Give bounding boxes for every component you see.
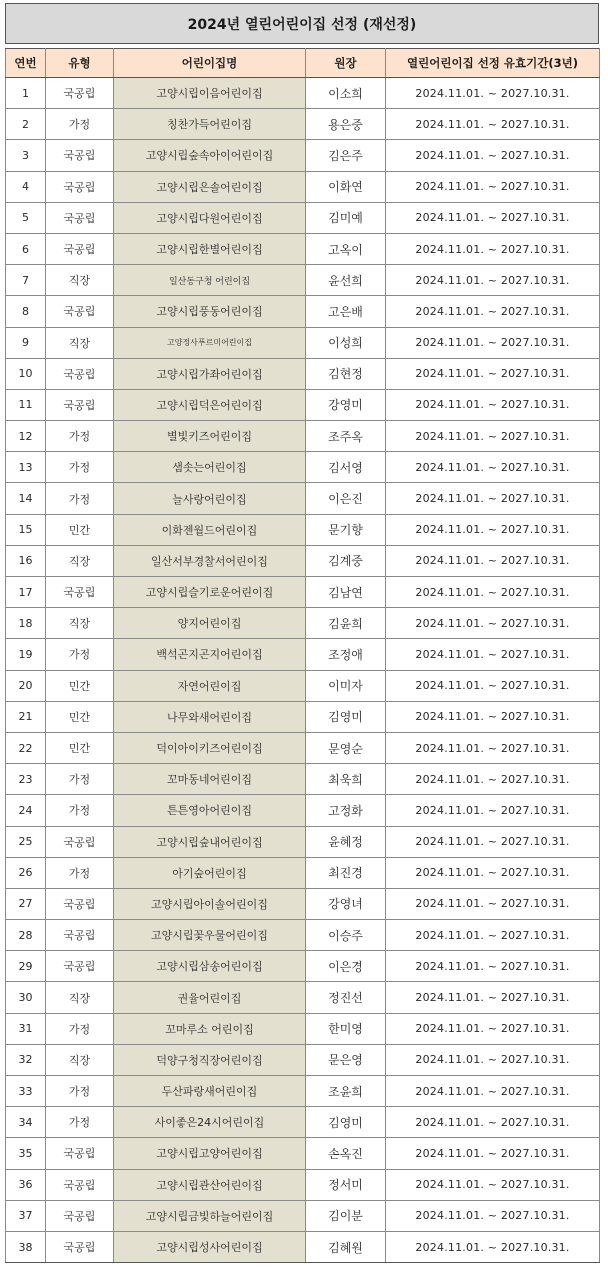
cell-daycare-name: 두산파랑새어린이집 bbox=[114, 1076, 306, 1107]
column-header-director: 원장 bbox=[306, 49, 386, 78]
cell-period: 2024.11.01. ~ 2027.10.31. bbox=[386, 140, 600, 171]
cell-type: 직장 bbox=[46, 1044, 114, 1075]
cell-type: 직장 bbox=[46, 608, 114, 639]
cell-no: 2 bbox=[6, 109, 46, 140]
cell-director: 이성희 bbox=[306, 327, 386, 358]
cell-no: 28 bbox=[6, 920, 46, 951]
cell-director: 한미영 bbox=[306, 1013, 386, 1044]
table-row bbox=[6, 764, 600, 795]
cell-director: 문은영 bbox=[306, 1044, 386, 1075]
cell-director: 용은중 bbox=[306, 109, 386, 140]
cell-period: 2024.11.01. ~ 2027.10.31. bbox=[386, 1076, 600, 1107]
cell-daycare-name: 별빛키즈어린이집 bbox=[114, 421, 306, 452]
table-row bbox=[6, 389, 600, 420]
cell-daycare-name: 샘솟는어린이집 bbox=[114, 452, 306, 483]
cell-period: 2024.11.01. ~ 2027.10.31. bbox=[386, 857, 600, 888]
table-row bbox=[6, 701, 600, 732]
cell-director: 윤선희 bbox=[306, 265, 386, 296]
cell-no: 34 bbox=[6, 1107, 46, 1138]
cell-no: 4 bbox=[6, 171, 46, 202]
table-row bbox=[6, 608, 600, 639]
cell-daycare-name: 꼬마동네어린이집 bbox=[114, 764, 306, 795]
table-row bbox=[6, 327, 600, 358]
cell-daycare-name: 고양시립가좌어린이집 bbox=[114, 358, 306, 389]
table-row bbox=[6, 358, 600, 389]
table-row bbox=[6, 109, 600, 140]
cell-no: 11 bbox=[6, 389, 46, 420]
table-row bbox=[6, 857, 600, 888]
cell-period: 2024.11.01. ~ 2027.10.31. bbox=[386, 452, 600, 483]
cell-daycare-name: 고양시립풍동어린이집 bbox=[114, 296, 306, 327]
cell-director: 김혜원 bbox=[306, 1231, 386, 1262]
cell-period: 2024.11.01. ~ 2027.10.31. bbox=[386, 78, 600, 109]
cell-period: 2024.11.01. ~ 2027.10.31. bbox=[386, 795, 600, 826]
table-row bbox=[6, 202, 600, 233]
cell-type: 국공립 bbox=[46, 358, 114, 389]
cell-period: 2024.11.01. ~ 2027.10.31. bbox=[386, 577, 600, 608]
table-row bbox=[6, 795, 600, 826]
cell-director: 조윤희 bbox=[306, 1076, 386, 1107]
cell-director: 이소희 bbox=[306, 78, 386, 109]
cell-type: 가정 bbox=[46, 452, 114, 483]
cell-period: 2024.11.01. ~ 2027.10.31. bbox=[386, 1138, 600, 1169]
table-header-row bbox=[6, 49, 600, 78]
cell-type: 국공립 bbox=[46, 140, 114, 171]
cell-director: 김영미 bbox=[306, 1107, 386, 1138]
cell-period: 2024.11.01. ~ 2027.10.31. bbox=[386, 826, 600, 857]
cell-daycare-name: 고양시립금빛하늘어린이집 bbox=[114, 1200, 306, 1231]
cell-director: 김윤희 bbox=[306, 608, 386, 639]
cell-period: 2024.11.01. ~ 2027.10.31. bbox=[386, 358, 600, 389]
table-row bbox=[6, 1138, 600, 1169]
cell-period: 2024.11.01. ~ 2027.10.31. bbox=[386, 982, 600, 1013]
cell-director: 고옥이 bbox=[306, 233, 386, 264]
cell-period: 2024.11.01. ~ 2027.10.31. bbox=[386, 296, 600, 327]
cell-no: 23 bbox=[6, 764, 46, 795]
cell-director: 김현정 bbox=[306, 358, 386, 389]
cell-no: 3 bbox=[6, 140, 46, 171]
cell-type: 국공립 bbox=[46, 202, 114, 233]
cell-no: 18 bbox=[6, 608, 46, 639]
cell-type: 국공립 bbox=[46, 920, 114, 951]
cell-period: 2024.11.01. ~ 2027.10.31. bbox=[386, 608, 600, 639]
cell-type: 가정 bbox=[46, 421, 114, 452]
cell-type: 국공립 bbox=[46, 78, 114, 109]
cell-no: 21 bbox=[6, 701, 46, 732]
cell-type: 가정 bbox=[46, 1013, 114, 1044]
cell-type: 국공립 bbox=[46, 826, 114, 857]
cell-daycare-name: 백석곤지곤지어린이집 bbox=[114, 639, 306, 670]
cell-director: 김이분 bbox=[306, 1200, 386, 1231]
cell-period: 2024.11.01. ~ 2027.10.31. bbox=[386, 639, 600, 670]
cell-daycare-name: 고양시립성사어린이집 bbox=[114, 1231, 306, 1262]
cell-type: 국공립 bbox=[46, 577, 114, 608]
daycare-table bbox=[5, 48, 600, 1263]
cell-director: 문기향 bbox=[306, 514, 386, 545]
column-header-name: 어린이집명 bbox=[114, 49, 306, 78]
cell-daycare-name: 고양시립꽃우물어린이집 bbox=[114, 920, 306, 951]
column-header-type: 유형 bbox=[46, 49, 114, 78]
cell-daycare-name: 고양시립숲내어린이집 bbox=[114, 826, 306, 857]
cell-type: 가정 bbox=[46, 639, 114, 670]
cell-no: 6 bbox=[6, 233, 46, 264]
cell-type: 국공립 bbox=[46, 888, 114, 919]
cell-type: 가정 bbox=[46, 483, 114, 514]
table-row bbox=[6, 233, 600, 264]
cell-period: 2024.11.01. ~ 2027.10.31. bbox=[386, 514, 600, 545]
cell-no: 9 bbox=[6, 327, 46, 358]
cell-daycare-name: 고양시립이음어린이집 bbox=[114, 78, 306, 109]
cell-no: 15 bbox=[6, 514, 46, 545]
document-sheet bbox=[5, 3, 599, 1263]
cell-period: 2024.11.01. ~ 2027.10.31. bbox=[386, 1044, 600, 1075]
table-row bbox=[6, 1013, 600, 1044]
cell-daycare-name: 고양시립다원어린이집 bbox=[114, 202, 306, 233]
cell-no: 24 bbox=[6, 795, 46, 826]
cell-no: 1 bbox=[6, 78, 46, 109]
cell-no: 20 bbox=[6, 670, 46, 701]
cell-daycare-name: 고양시립숲속아이어린이집 bbox=[114, 140, 306, 171]
cell-type: 국공립 bbox=[46, 1231, 114, 1262]
cell-daycare-name: 자연어린이집 bbox=[114, 670, 306, 701]
cell-type: 국공립 bbox=[46, 951, 114, 982]
cell-type: 민간 bbox=[46, 670, 114, 701]
cell-type: 가정 bbox=[46, 795, 114, 826]
table-row bbox=[6, 670, 600, 701]
cell-type: 가정 bbox=[46, 764, 114, 795]
table-row bbox=[6, 1169, 600, 1200]
cell-no: 38 bbox=[6, 1231, 46, 1262]
cell-daycare-name: 아기숲어린이집 bbox=[114, 857, 306, 888]
cell-daycare-name: 고양시립은솔어린이집 bbox=[114, 171, 306, 202]
cell-period: 2024.11.01. ~ 2027.10.31. bbox=[386, 1169, 600, 1200]
cell-no: 5 bbox=[6, 202, 46, 233]
cell-daycare-name: 고양시립관산어린이집 bbox=[114, 1169, 306, 1200]
cell-period: 2024.11.01. ~ 2027.10.31. bbox=[386, 920, 600, 951]
cell-no: 32 bbox=[6, 1044, 46, 1075]
cell-period: 2024.11.01. ~ 2027.10.31. bbox=[386, 701, 600, 732]
cell-type: 가정 bbox=[46, 1107, 114, 1138]
table-row bbox=[6, 140, 600, 171]
table-row bbox=[6, 1044, 600, 1075]
cell-type: 국공립 bbox=[46, 1138, 114, 1169]
cell-no: 27 bbox=[6, 888, 46, 919]
cell-daycare-name: 양지어린이집 bbox=[114, 608, 306, 639]
cell-period: 2024.11.01. ~ 2027.10.31. bbox=[386, 327, 600, 358]
cell-period: 2024.11.01. ~ 2027.10.31. bbox=[386, 233, 600, 264]
cell-period: 2024.11.01. ~ 2027.10.31. bbox=[386, 202, 600, 233]
table-row bbox=[6, 78, 600, 109]
cell-type: 직장 bbox=[46, 265, 114, 296]
cell-period: 2024.11.01. ~ 2027.10.31. bbox=[386, 1200, 600, 1231]
cell-type: 가정 bbox=[46, 1076, 114, 1107]
cell-period: 2024.11.01. ~ 2027.10.31. bbox=[386, 265, 600, 296]
cell-no: 25 bbox=[6, 826, 46, 857]
cell-period: 2024.11.01. ~ 2027.10.31. bbox=[386, 421, 600, 452]
table-row bbox=[6, 826, 600, 857]
cell-type: 국공립 bbox=[46, 1169, 114, 1200]
cell-director: 김남연 bbox=[306, 577, 386, 608]
cell-daycare-name: 사이좋은24시어린이집 bbox=[114, 1107, 306, 1138]
table-row bbox=[6, 1200, 600, 1231]
cell-director: 이승주 bbox=[306, 920, 386, 951]
cell-director: 이은경 bbox=[306, 951, 386, 982]
cell-director: 김계중 bbox=[306, 545, 386, 576]
cell-director: 손옥진 bbox=[306, 1138, 386, 1169]
cell-no: 35 bbox=[6, 1138, 46, 1169]
cell-no: 36 bbox=[6, 1169, 46, 1200]
cell-director: 강영녀 bbox=[306, 888, 386, 919]
cell-type: 민간 bbox=[46, 701, 114, 732]
cell-type: 가정 bbox=[46, 857, 114, 888]
table-row bbox=[6, 732, 600, 763]
cell-period: 2024.11.01. ~ 2027.10.31. bbox=[386, 109, 600, 140]
cell-director: 정진선 bbox=[306, 982, 386, 1013]
cell-director: 고정화 bbox=[306, 795, 386, 826]
cell-period: 2024.11.01. ~ 2027.10.31. bbox=[386, 171, 600, 202]
cell-no: 31 bbox=[6, 1013, 46, 1044]
cell-type: 국공립 bbox=[46, 389, 114, 420]
cell-daycare-name: 고양시립덕은어린이집 bbox=[114, 389, 306, 420]
cell-director: 고은배 bbox=[306, 296, 386, 327]
cell-director: 윤혜정 bbox=[306, 826, 386, 857]
cell-director: 이미자 bbox=[306, 670, 386, 701]
table-row bbox=[6, 1076, 600, 1107]
cell-director: 김미예 bbox=[306, 202, 386, 233]
cell-type: 민간 bbox=[46, 732, 114, 763]
cell-period: 2024.11.01. ~ 2027.10.31. bbox=[386, 389, 600, 420]
cell-daycare-name: 고양정사푸르미어린이집 bbox=[114, 327, 306, 358]
cell-no: 33 bbox=[6, 1076, 46, 1107]
cell-director: 김영미 bbox=[306, 701, 386, 732]
cell-period: 2024.11.01. ~ 2027.10.31. bbox=[386, 888, 600, 919]
cell-period: 2024.11.01. ~ 2027.10.31. bbox=[386, 1231, 600, 1262]
table-row bbox=[6, 265, 600, 296]
column-header-no: 연번 bbox=[6, 49, 46, 78]
table-row bbox=[6, 452, 600, 483]
cell-period: 2024.11.01. ~ 2027.10.31. bbox=[386, 732, 600, 763]
cell-no: 22 bbox=[6, 732, 46, 763]
cell-daycare-name: 이화젠월드어린이집 bbox=[114, 514, 306, 545]
cell-director: 최욱희 bbox=[306, 764, 386, 795]
cell-daycare-name: 나무와새어린이집 bbox=[114, 701, 306, 732]
cell-type: 국공립 bbox=[46, 233, 114, 264]
cell-daycare-name: 덕이아이키즈어린이집 bbox=[114, 732, 306, 763]
table-row bbox=[6, 421, 600, 452]
cell-type: 직장 bbox=[46, 545, 114, 576]
cell-director: 최진경 bbox=[306, 857, 386, 888]
cell-daycare-name: 고양시립아이솔어린이집 bbox=[114, 888, 306, 919]
table-row bbox=[6, 296, 600, 327]
table-row bbox=[6, 1231, 600, 1262]
cell-director: 이은진 bbox=[306, 483, 386, 514]
cell-type: 국공립 bbox=[46, 171, 114, 202]
table-row bbox=[6, 920, 600, 951]
cell-period: 2024.11.01. ~ 2027.10.31. bbox=[386, 1013, 600, 1044]
cell-period: 2024.11.01. ~ 2027.10.31. bbox=[386, 951, 600, 982]
cell-daycare-name: 칭찬가득어린이집 bbox=[114, 109, 306, 140]
table-row bbox=[6, 577, 600, 608]
cell-period: 2024.11.01. ~ 2027.10.31. bbox=[386, 1107, 600, 1138]
table-row bbox=[6, 982, 600, 1013]
cell-daycare-name: 일산서부경찰서어린이집 bbox=[114, 545, 306, 576]
cell-daycare-name: 덕양구청직장어린이집 bbox=[114, 1044, 306, 1075]
cell-no: 19 bbox=[6, 639, 46, 670]
cell-type: 직장 bbox=[46, 327, 114, 358]
cell-daycare-name: 고양시립한별어린이집 bbox=[114, 233, 306, 264]
cell-no: 16 bbox=[6, 545, 46, 576]
cell-director: 강영미 bbox=[306, 389, 386, 420]
table-row bbox=[6, 483, 600, 514]
cell-type: 민간 bbox=[46, 514, 114, 545]
cell-director: 조주옥 bbox=[306, 421, 386, 452]
cell-daycare-name: 튼튼영아어린이집 bbox=[114, 795, 306, 826]
column-header-period: 열린어린이집 선정 유효기간(3년) bbox=[386, 49, 600, 78]
table-row bbox=[6, 1107, 600, 1138]
table-row bbox=[6, 639, 600, 670]
cell-period: 2024.11.01. ~ 2027.10.31. bbox=[386, 764, 600, 795]
cell-period: 2024.11.01. ~ 2027.10.31. bbox=[386, 483, 600, 514]
cell-daycare-name: 고양시립삼송어린이집 bbox=[114, 951, 306, 982]
cell-no: 13 bbox=[6, 452, 46, 483]
cell-no: 37 bbox=[6, 1200, 46, 1231]
cell-no: 10 bbox=[6, 358, 46, 389]
cell-daycare-name: 고양시립슬기로운어린이집 bbox=[114, 577, 306, 608]
table-row bbox=[6, 951, 600, 982]
cell-type: 가정 bbox=[46, 109, 114, 140]
cell-no: 12 bbox=[6, 421, 46, 452]
cell-type: 국공립 bbox=[46, 296, 114, 327]
cell-director: 정서미 bbox=[306, 1169, 386, 1200]
cell-no: 29 bbox=[6, 951, 46, 982]
table-row bbox=[6, 514, 600, 545]
cell-period: 2024.11.01. ~ 2027.10.31. bbox=[386, 670, 600, 701]
cell-no: 7 bbox=[6, 265, 46, 296]
cell-period: 2024.11.01. ~ 2027.10.31. bbox=[386, 545, 600, 576]
table-row bbox=[6, 171, 600, 202]
table-body bbox=[6, 78, 600, 1263]
cell-daycare-name: 권율어린이집 bbox=[114, 982, 306, 1013]
cell-type: 국공립 bbox=[46, 1200, 114, 1231]
cell-director: 조정애 bbox=[306, 639, 386, 670]
cell-daycare-name: 일산동구청 어린이집 bbox=[114, 265, 306, 296]
cell-director: 김서영 bbox=[306, 452, 386, 483]
cell-director: 김은주 bbox=[306, 140, 386, 171]
cell-daycare-name: 고양시립고양어린이집 bbox=[114, 1138, 306, 1169]
cell-daycare-name: 늘사랑어린이집 bbox=[114, 483, 306, 514]
cell-daycare-name: 꼬마루소 어린이집 bbox=[114, 1013, 306, 1044]
cell-no: 8 bbox=[6, 296, 46, 327]
page-title: 2024년 열린어린이집 선정 (재선정) bbox=[5, 3, 599, 44]
cell-no: 14 bbox=[6, 483, 46, 514]
table-row bbox=[6, 888, 600, 919]
cell-no: 30 bbox=[6, 982, 46, 1013]
cell-director: 이화연 bbox=[306, 171, 386, 202]
table-row bbox=[6, 545, 600, 576]
cell-type: 직장 bbox=[46, 982, 114, 1013]
cell-no: 26 bbox=[6, 857, 46, 888]
cell-director: 문영순 bbox=[306, 732, 386, 763]
cell-no: 17 bbox=[6, 577, 46, 608]
